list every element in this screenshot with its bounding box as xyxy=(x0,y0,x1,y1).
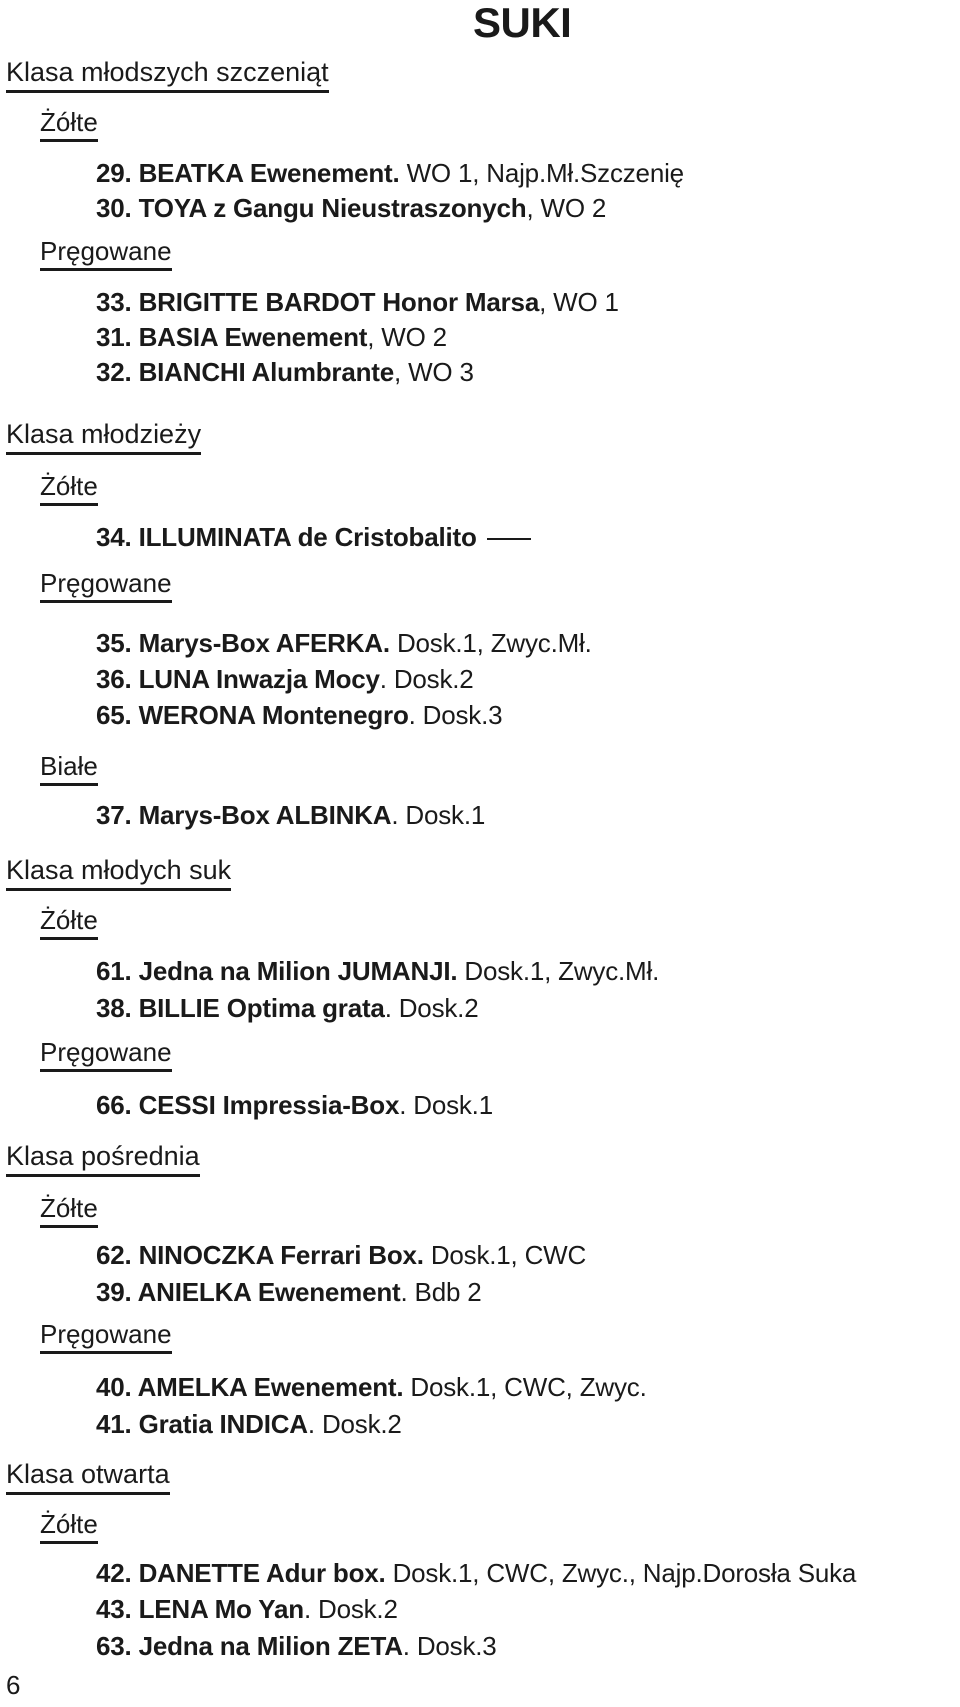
list-item xyxy=(96,1372,647,1402)
dog-name: 37. Marys-Box ALBINKA xyxy=(96,800,392,830)
dog-name: 29. BEATKA Ewenement. xyxy=(96,158,400,188)
dog-result: . Dosk.1 xyxy=(399,1090,493,1120)
color-heading-zolte: Żółte xyxy=(40,1509,98,1544)
dog-name: 42. DANETTE Adur box. xyxy=(96,1558,386,1588)
dog-name: 65. WERONA Montenegro xyxy=(96,700,409,730)
dog-result: . Bdb 2 xyxy=(400,1277,482,1307)
list-item xyxy=(96,1631,497,1661)
class-heading-otwarta: Klasa otwarta xyxy=(6,1459,170,1495)
list-item xyxy=(96,993,478,1023)
dog-result: , WO 1 xyxy=(539,287,619,317)
dog-name: 61. Jedna na Milion JUMANJI. xyxy=(96,956,458,986)
list-item xyxy=(96,1409,402,1439)
list-item xyxy=(96,357,474,387)
color-heading-zolte: Żółte xyxy=(40,905,98,940)
dog-name: 30. TOYA z Gangu Nieustraszonych xyxy=(96,193,527,223)
dog-name: 63. Jedna na Milion ZETA xyxy=(96,1631,403,1661)
dog-name: 32. BIANCHI Alumbrante xyxy=(96,357,395,387)
list-item xyxy=(96,1240,586,1270)
page-number: 6 xyxy=(6,1670,21,1700)
list-item xyxy=(96,193,606,223)
color-heading-pregowane: Pręgowane xyxy=(40,1037,172,1072)
list-item xyxy=(96,1090,493,1120)
dog-result: . Dosk.3 xyxy=(402,1631,497,1661)
dog-result: , WO 3 xyxy=(394,357,474,387)
class-heading-mlodych-suk: Klasa młodych suk xyxy=(6,855,231,891)
dog-result: WO 1, Najp.Mł.Szczenię xyxy=(399,158,684,188)
list-item xyxy=(96,956,659,986)
list-item xyxy=(96,800,485,830)
color-heading-zolte: Żółte xyxy=(40,471,98,506)
color-heading-pregowane: Pręgowane xyxy=(40,1319,172,1354)
dog-name: 33. BRIGITTE BARDOT Honor Marsa xyxy=(96,287,540,317)
dog-result: Dosk.1, CWC, Zwyc. xyxy=(403,1372,647,1402)
dog-name: 62. NINOCZKA Ferrari Box. xyxy=(96,1240,424,1270)
dog-name: 38. BILLIE Optima grata xyxy=(96,993,385,1023)
dog-name: 39. ANIELKA Ewenement xyxy=(96,1277,401,1307)
class-heading-mlodziezy: Klasa młodzieży xyxy=(6,419,201,455)
dog-result: Dosk.1, CWC xyxy=(423,1240,587,1270)
page-title: SUKI xyxy=(473,0,572,46)
list-item xyxy=(96,158,684,188)
list-item xyxy=(96,700,502,730)
list-item xyxy=(96,628,592,658)
dog-result: . Dosk.3 xyxy=(408,700,503,730)
list-item xyxy=(96,522,531,552)
dog-name: 36. LUNA Inwazja Mocy xyxy=(96,664,380,694)
list-item xyxy=(96,287,619,317)
color-heading-zolte: Żółte xyxy=(40,1193,98,1228)
dog-result: Dosk.1, CWC, Zwyc., Najp.Dorosła Suka xyxy=(385,1558,857,1588)
dog-name: 34. ILLUMINATA de Cristobalito xyxy=(96,522,477,552)
dog-result: Dosk.1, Zwyc.Mł. xyxy=(389,628,592,658)
no-result-dash xyxy=(487,538,531,540)
dog-result: , WO 2 xyxy=(367,322,447,352)
list-item xyxy=(96,1277,482,1307)
color-heading-biale: Białe xyxy=(40,751,98,786)
dog-name: 66. CESSI Impressia-Box xyxy=(96,1090,400,1120)
dog-result: Dosk.1, Zwyc.Mł. xyxy=(457,956,660,986)
color-heading-pregowane: Pręgowane xyxy=(40,236,172,271)
list-item xyxy=(96,1558,856,1588)
color-heading-zolte: Żółte xyxy=(40,107,98,142)
color-heading-pregowane: Pręgowane xyxy=(40,568,172,603)
list-item xyxy=(96,322,447,352)
dog-name: 41. Gratia INDICA xyxy=(96,1409,308,1439)
dog-name: 43. LENA Mo Yan xyxy=(96,1594,304,1624)
dog-result: . Dosk.2 xyxy=(303,1594,398,1624)
dog-result: . Dosk.1 xyxy=(391,800,486,830)
dog-name: 40. AMELKA Ewenement. xyxy=(96,1372,404,1402)
list-item xyxy=(96,664,474,694)
class-heading-posrednia: Klasa pośrednia xyxy=(6,1141,200,1177)
dog-result: . Dosk.2 xyxy=(384,993,479,1023)
list-item xyxy=(96,1594,398,1624)
dog-result: . Dosk.2 xyxy=(307,1409,402,1439)
dog-result: , WO 2 xyxy=(526,193,607,223)
dog-name: 31. BASIA Ewenement xyxy=(96,322,368,352)
dog-result: . Dosk.2 xyxy=(379,664,474,694)
class-heading-mlodszych-szczeniat: Klasa młodszych szczeniąt xyxy=(6,57,329,93)
dog-name: 35. Marys-Box AFERKA. xyxy=(96,628,390,658)
